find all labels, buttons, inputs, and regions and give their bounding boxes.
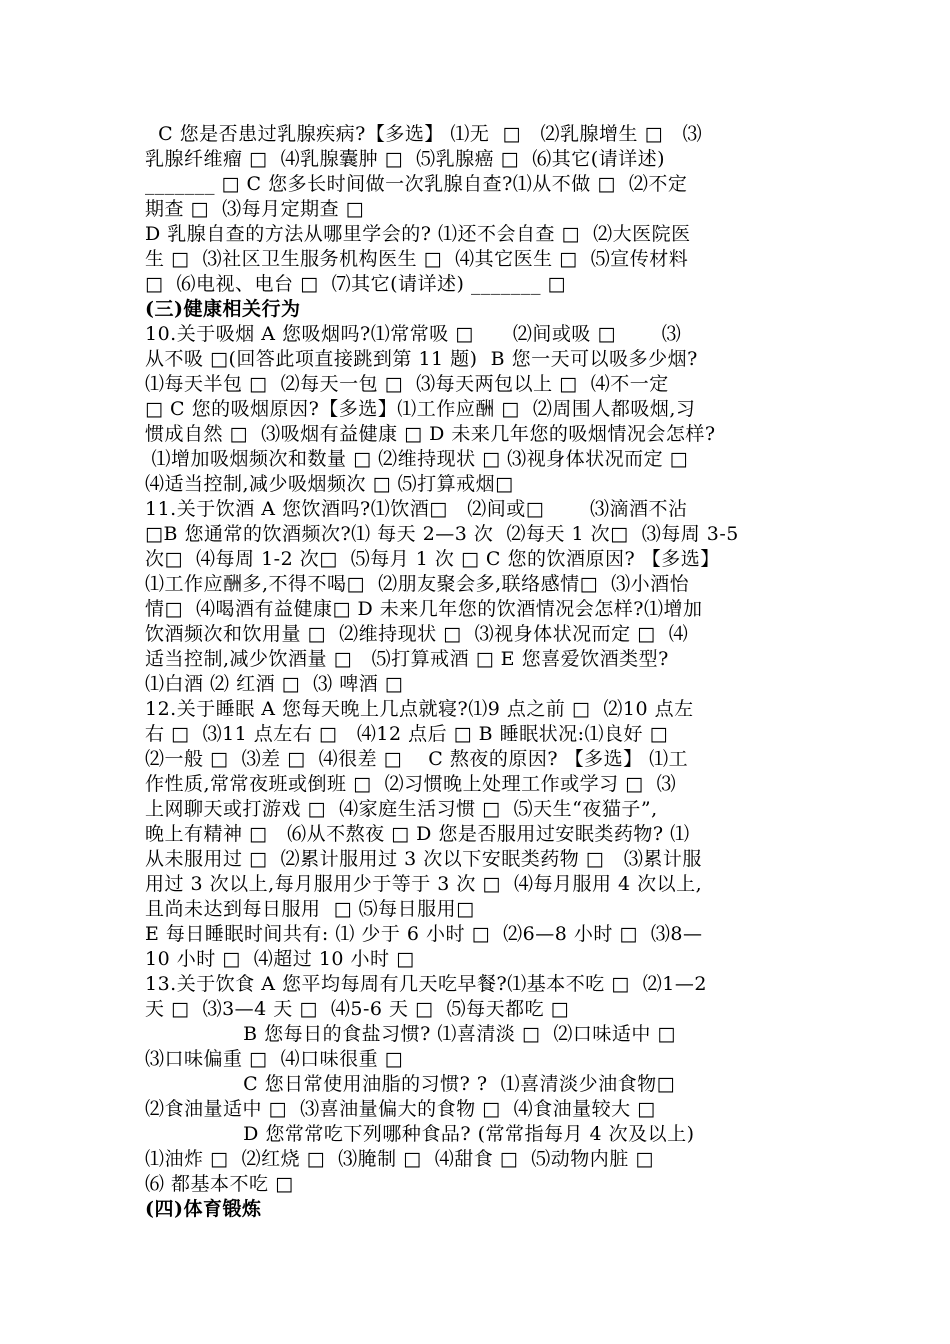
text-line: 晚上有精神 □ ⑹从不熬夜 □ D 您是否服用过安眠类药物? ⑴ <box>145 823 690 845</box>
text-line: D 乳腺自查的方法从哪里学会的? ⑴还不会自查 □ ⑵大医院医 <box>145 223 691 245</box>
text-line: ⑵一般 □ ⑶差 □ ⑷很差 □ C 熬夜的原因? 【多选】 ⑴工 <box>145 748 689 770</box>
text-line: ⑷适当控制,减少吸烟频次 □ ⑸打算戒烟□ <box>145 473 514 495</box>
text-line: 10 小时 □ ⑷超过 10 小时 □ <box>145 948 415 970</box>
text-line: 生 □ ⑶社区卫生服务机构医生 □ ⑷其它医生 □ ⑸宣传材料 <box>145 248 689 270</box>
text-line: ⑴白酒 ⑵ 红酒 □ ⑶ 啤酒 □ <box>145 673 404 695</box>
text-line: 次□ ⑷每周 1-2 次□ ⑸每月 1 次 □ C 您的饮酒原因? 【多选】 <box>145 548 720 570</box>
text-line: 从未服用过 □ ⑵累计服用过 3 次以下安眠类药物 □ ⑶累计服 <box>145 848 702 870</box>
text-line: 期查 □ ⑶每月定期查 □ <box>145 198 365 220</box>
text-line: ⑴油炸 □ ⑵红烧 □ ⑶腌制 □ ⑷甜食 □ ⑸动物内脏 □ <box>145 1148 654 1170</box>
text-line: D 您常常吃下列哪种食品? (常常指每月 4 次及以上) <box>145 1123 695 1145</box>
text-line: 适当控制,减少饮酒量 □ ⑸打算戒酒 □ E 您喜爱饮酒类型? <box>145 648 669 670</box>
question-10-line: 10.关于吸烟 A 您吸烟吗?⑴常常吸 □ ⑵间或吸 □ ⑶ <box>145 323 682 345</box>
text-line: 乳腺纤维瘤 □ ⑷乳腺囊肿 □ ⑸乳腺癌 □ ⑹其它(请详述) <box>145 148 666 170</box>
text-line: □ ⑹电视、电台 □ ⑺其它(请详述) _______ □ <box>145 273 566 295</box>
text-line: 上网聊天或打游戏 □ ⑷家庭生活习惯 □ ⑸天生“夜猫子”, <box>145 798 658 820</box>
text-line: 且尚未达到每日服用 □ ⑸每日服用□ <box>145 898 475 920</box>
text-line: 作性质,常常夜班或倒班 □ ⑵习惯晚上处理工作或学习 □ ⑶ <box>145 773 677 795</box>
text-line: 用过 3 次以上,每月服用少于等于 3 次 □ ⑷每月服用 4 次以上, <box>145 873 703 895</box>
text-line: B 您每日的食盐习惯? ⑴喜清淡 □ ⑵口味适中 □ <box>145 1023 676 1045</box>
question-13-line: 13.关于饮食 A 您平均每周有几天吃早餐?⑴基本不吃 □ ⑵1—2 <box>145 973 707 995</box>
text-line: 天 □ ⑶3—4 天 □ ⑷5-6 天 □ ⑸每天都吃 □ <box>145 998 570 1020</box>
text-line: □B 您通常的饮酒频次?⑴ 每天 2—3 次 ⑵每天 1 次□ ⑶每周 3-5 <box>145 523 739 545</box>
text-line: □ C 您的吸烟原因?【多选】⑴工作应酬 □ ⑵周围人都吸烟,习 <box>145 398 696 420</box>
text-line: C 您是否患过乳腺疾病?【多选】 ⑴无 □ ⑵乳腺增生 □ ⑶ <box>145 123 703 145</box>
text-line: ⑴工作应酬多,不得不喝□ ⑵朋友聚会多,联络感情□ ⑶小酒怡 <box>145 573 690 595</box>
text-line: 饮酒频次和饮用量 □ ⑵维持现状 □ ⑶视身体状况而定 □ ⑷ <box>145 623 689 645</box>
text-line: ⑵食油量适中 □ ⑶喜油量偏大的食物 □ ⑷食油量较大 □ <box>145 1098 656 1120</box>
section-heading: (三)健康相关行为 <box>145 298 301 320</box>
text-line: 惯成自然 □ ⑶吸烟有益健康 □ D 未来几年您的吸烟情况会怎样? <box>145 423 716 445</box>
text-line: 从不吸 □(回答此项直接跳到第 11 题) B 您一天可以吸多少烟? <box>145 348 698 370</box>
text-line: 右 □ ⑶11 点左右 □ ⑷12 点后 □ B 睡眠状况:⑴良好 □ <box>145 723 669 745</box>
text-line: _______ □ C 您多长时间做一次乳腺自查?⑴从不做 □ ⑵不定 <box>145 173 688 195</box>
question-11-line: 11.关于饮酒 A 您饮酒吗?⑴饮酒□ ⑵间或□ ⑶滴酒不沾 <box>145 498 688 520</box>
text-line: ⑴增加吸烟频次和数量 □ ⑵维持现状 □ ⑶视身体状况而定 □ <box>145 448 689 470</box>
text-line: ⑴每天半包 □ ⑵每天一包 □ ⑶每天两包以上 □ ⑷不一定 <box>145 373 669 395</box>
text-line: ⑹ 都基本不吃 □ <box>145 1173 294 1195</box>
question-12-line: 12.关于睡眠 A 您每天晚上几点就寝?⑴9 点之前 □ ⑵10 点左 <box>145 698 694 720</box>
section-heading: (四)体育锻炼 <box>145 1198 262 1220</box>
text-line: ⑶口味偏重 □ ⑷口味很重 □ <box>145 1048 404 1070</box>
text-line: 情□ ⑷喝酒有益健康□ D 未来几年您的饮酒情况会怎样?⑴增加 <box>145 598 703 620</box>
text-line: E 每日睡眠时间共有: ⑴ 少于 6 小时 □ ⑵6—8 小时 □ ⑶8— <box>145 923 703 945</box>
text-line: C 您日常使用油脂的习惯? ? ⑴喜清淡少油食物□ <box>145 1073 676 1095</box>
